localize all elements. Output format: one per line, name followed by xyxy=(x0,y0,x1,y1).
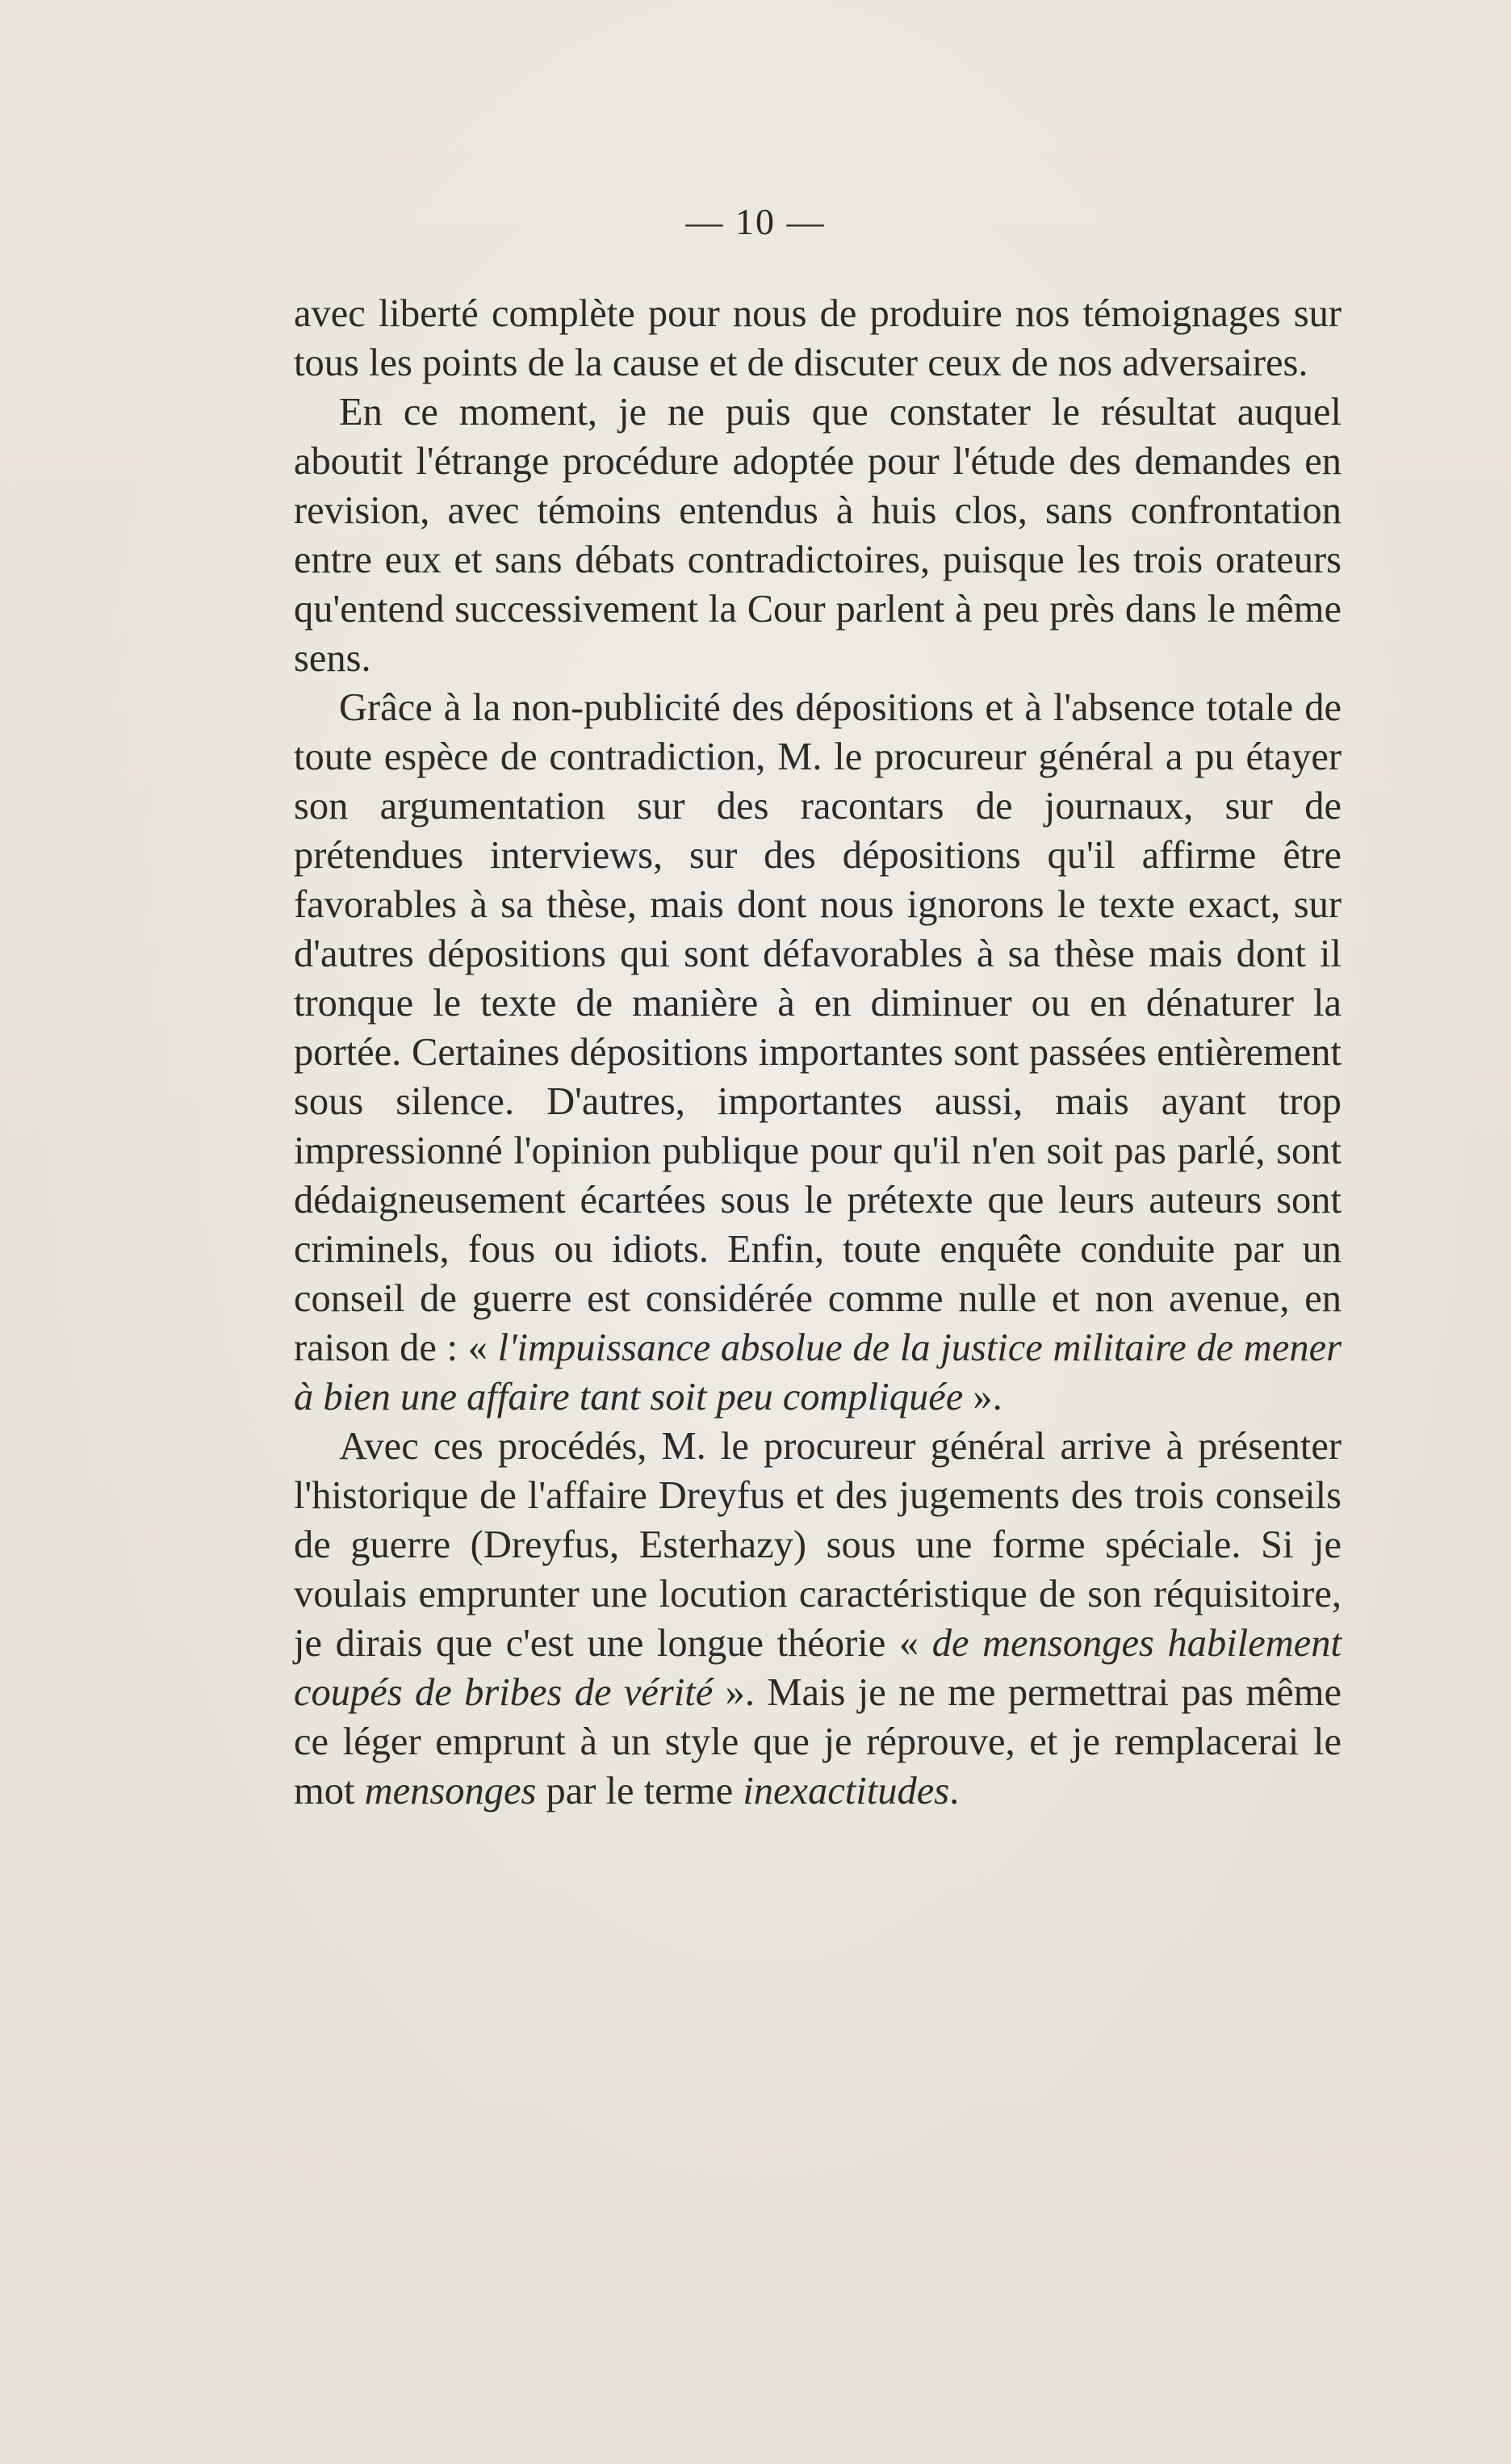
paragraph xyxy=(294,683,1341,1422)
text-segment: ». Mais je ne me permettrai pas même ce léger emprunt à un style que je réprouve, et je remplacerai le mot xyxy=(294,1671,1341,1812)
paragraph xyxy=(294,1422,1341,1816)
text-segment: . xyxy=(949,1770,960,1812)
italic-quote: de mensonges habilement coupés de bribes de vérité xyxy=(294,1622,1342,1714)
text-segment: En ce moment, je ne puis que constater le résultat auquel aboutit l'étrange procédure adoptée pour l'étude des demandes en revision, avec témoins entendus à huis clos, sans confrontation entre eux et sans débats contradictoires, puisque les trois orateurs qu'entend successivement la Cour parlent à peu près dans le même sens. xyxy=(294,391,1341,680)
page-number: — 10 — xyxy=(685,201,826,242)
body-text xyxy=(294,289,1341,1816)
text-segment: Grâce à la non-publicité des dépositions et à l'absence totale de toute espèce de contradiction, M. le procureur général a pu étayer son argumentation sur des racontars de journaux, sur de prétendues interviews, sur des dépositions qu'il affirme être favorables à sa thèse, mais dont nous ignorons le texte exact, sur d'autres dépositions qui sont défavorables à sa thèse mais dont il tronque le texte de manière à en diminuer ou en dénaturer la portée. Certaines dépositions importantes sont passées entièrement sous silence. D'autres, importantes aussi, mais ayant trop impressionné l'opinion publique pour qu'il n'en soit pas parlé, sont dédaigneusement écartées sous le prétexte que leurs auteurs sont criminels, fous ou idiots. Enfin, toute enquête conduite par un conseil de guerre est considérée comme nulle et non avenue, en raison de : « xyxy=(294,686,1341,1369)
italic-quote: l'impuissance absolue de la justice militaire de mener à bien une affaire tant soit peu compliquée xyxy=(294,1326,1341,1418)
text-segment: par le terme xyxy=(536,1770,743,1812)
italic-word: inexactitudes xyxy=(743,1770,950,1812)
italic-word: mensonges xyxy=(364,1770,537,1812)
text-segment: ». xyxy=(963,1376,1002,1418)
text-segment: avec liberté complète pour nous de produire nos témoignages sur tous les points de la cause et de discuter ceux de nos adversaires. xyxy=(294,292,1341,384)
text-segment: Avec ces procédés, M. le procureur général arrive à présenter l'historique de l'affaire Dreyfus et des jugements des trois conseils de guerre (Dreyfus, Esterhazy) sous une forme spéciale. Si je voulais emprunter une locution caractéristique de son réquisitoire, je dirais que c'est une longue théorie « xyxy=(294,1425,1341,1665)
paragraph xyxy=(294,388,1341,683)
paragraph xyxy=(294,289,1341,388)
